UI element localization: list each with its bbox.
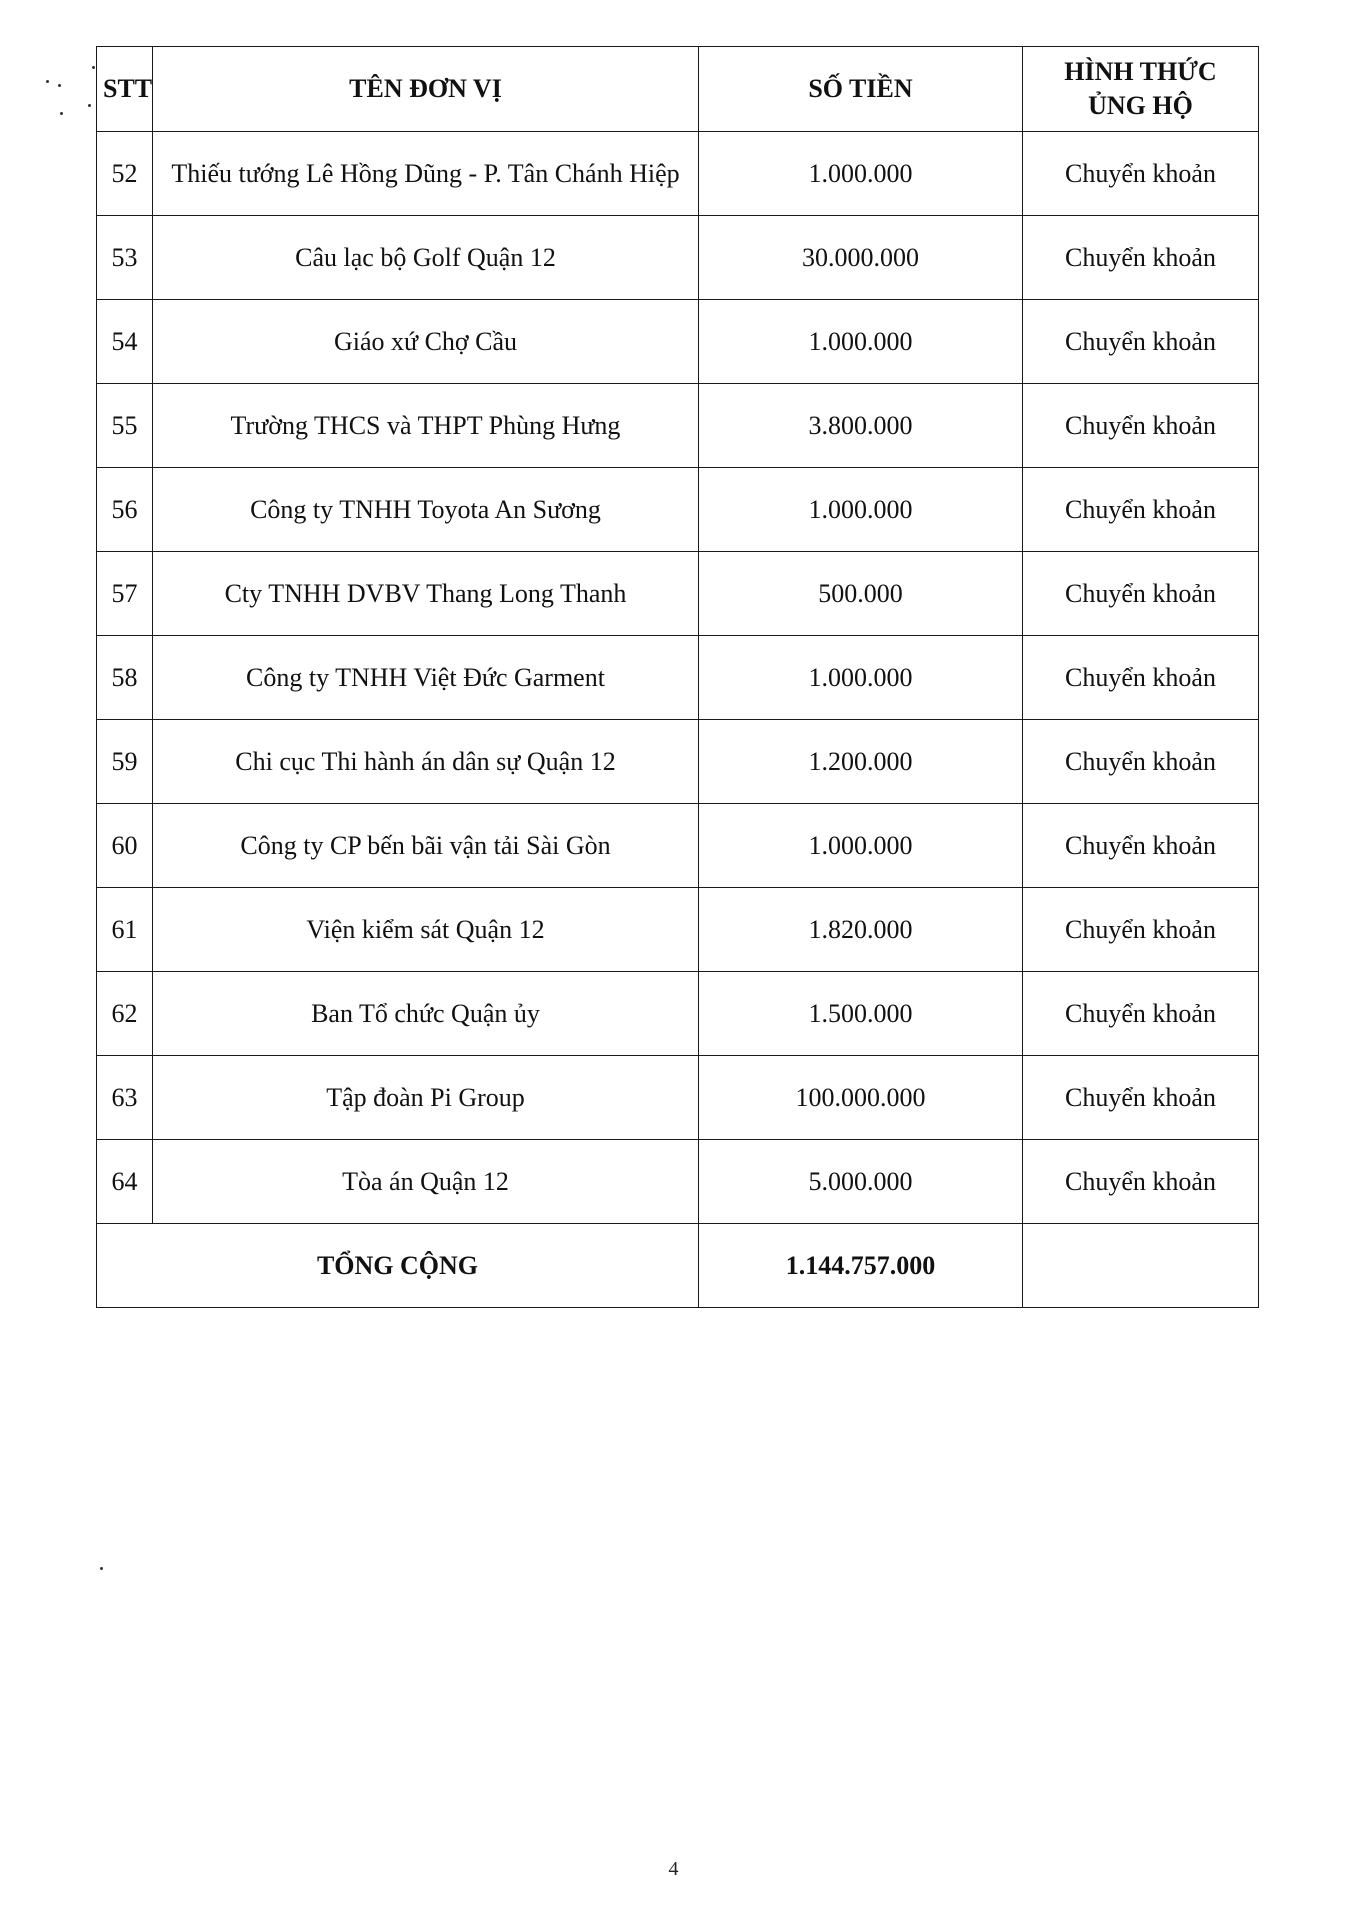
cell-method: Chuyển khoản xyxy=(1023,804,1259,888)
cell-method: Chuyển khoản xyxy=(1023,216,1259,300)
cell-method: Chuyển khoản xyxy=(1023,1056,1259,1140)
cell-stt: 63 xyxy=(97,1056,153,1140)
cell-amount: 1.000.000 xyxy=(699,300,1023,384)
cell-method: Chuyển khoản xyxy=(1023,300,1259,384)
cell-amount: 1.000.000 xyxy=(699,468,1023,552)
cell-stt: 61 xyxy=(97,888,153,972)
cell-stt: 58 xyxy=(97,636,153,720)
cell-name: Trường THCS và THPT Phùng Hưng xyxy=(153,384,699,468)
cell-method: Chuyển khoản xyxy=(1023,468,1259,552)
total-row xyxy=(97,1224,1259,1308)
cell-method: Chuyển khoản xyxy=(1023,1140,1259,1224)
cell-amount: 3.800.000 xyxy=(699,384,1023,468)
table-body xyxy=(97,132,1259,1224)
scan-speck xyxy=(92,66,95,69)
cell-stt: 60 xyxy=(97,804,153,888)
scan-speck xyxy=(46,80,49,83)
cell-method: Chuyển khoản xyxy=(1023,384,1259,468)
total-amount: 1.144.757.000 xyxy=(699,1224,1023,1308)
table-row xyxy=(97,804,1259,888)
cell-method: Chuyển khoản xyxy=(1023,972,1259,1056)
cell-name: Công ty CP bến bãi vận tải Sài Gòn xyxy=(153,804,699,888)
cell-name: Công ty TNHH Việt Đức Garment xyxy=(153,636,699,720)
total-label: TỔNG CỘNG xyxy=(97,1224,699,1308)
table-row xyxy=(97,300,1259,384)
cell-stt: 59 xyxy=(97,720,153,804)
scan-speck xyxy=(58,84,61,87)
cell-name: Giáo xứ Chợ Cầu xyxy=(153,300,699,384)
cell-amount: 100.000.000 xyxy=(699,1056,1023,1140)
table-row xyxy=(97,552,1259,636)
cell-stt: 64 xyxy=(97,1140,153,1224)
table-row xyxy=(97,216,1259,300)
table-row xyxy=(97,972,1259,1056)
scan-speck xyxy=(100,1567,103,1570)
cell-method: Chuyển khoản xyxy=(1023,888,1259,972)
cell-stt: 62 xyxy=(97,972,153,1056)
header-method xyxy=(1023,47,1259,132)
cell-method: Chuyển khoản xyxy=(1023,552,1259,636)
header-method-line2: ỦNG HỘ xyxy=(1088,91,1193,120)
table-row xyxy=(97,636,1259,720)
cell-stt: 54 xyxy=(97,300,153,384)
header-method-line1: HÌNH THỨC xyxy=(1064,57,1217,86)
cell-amount: 500.000 xyxy=(699,552,1023,636)
cell-amount: 1.820.000 xyxy=(699,888,1023,972)
donation-table xyxy=(96,46,1259,1308)
table-row xyxy=(97,132,1259,216)
page-number: 4 xyxy=(668,1858,679,1880)
table-row xyxy=(97,384,1259,468)
cell-name: Tòa án Quận 12 xyxy=(153,1140,699,1224)
header-stt: STT xyxy=(97,47,153,132)
scan-speck xyxy=(88,104,91,107)
cell-method: Chuyển khoản xyxy=(1023,720,1259,804)
table-row xyxy=(97,1056,1259,1140)
header-amount: SỐ TIỀN xyxy=(699,47,1023,132)
cell-amount: 1.200.000 xyxy=(699,720,1023,804)
total-method xyxy=(1023,1224,1259,1308)
cell-amount: 30.000.000 xyxy=(699,216,1023,300)
donation-table-container xyxy=(96,46,1258,1308)
cell-name: Ban Tổ chức Quận ủy xyxy=(153,972,699,1056)
cell-amount: 1.500.000 xyxy=(699,972,1023,1056)
cell-name: Câu lạc bộ Golf Quận 12 xyxy=(153,216,699,300)
table-row xyxy=(97,888,1259,972)
cell-amount: 5.000.000 xyxy=(699,1140,1023,1224)
cell-method: Chuyển khoản xyxy=(1023,132,1259,216)
table-row xyxy=(97,468,1259,552)
cell-amount: 1.000.000 xyxy=(699,636,1023,720)
table-row xyxy=(97,1140,1259,1224)
cell-stt: 57 xyxy=(97,552,153,636)
cell-stt: 53 xyxy=(97,216,153,300)
cell-stt: 56 xyxy=(97,468,153,552)
table-header xyxy=(97,47,1259,132)
table-footer xyxy=(97,1224,1259,1308)
cell-method: Chuyển khoản xyxy=(1023,636,1259,720)
table-row xyxy=(97,720,1259,804)
header-name: TÊN ĐƠN VỊ xyxy=(153,47,699,132)
cell-name: Cty TNHH DVBV Thang Long Thanh xyxy=(153,552,699,636)
cell-name: Viện kiểm sát Quận 12 xyxy=(153,888,699,972)
scan-speck xyxy=(60,112,63,115)
cell-amount: 1.000.000 xyxy=(699,804,1023,888)
cell-amount: 1.000.000 xyxy=(699,132,1023,216)
cell-name: Chi cục Thi hành án dân sự Quận 12 xyxy=(153,720,699,804)
cell-name: Công ty TNHH Toyota An Sương xyxy=(153,468,699,552)
cell-name: Thiếu tướng Lê Hồng Dũng - P. Tân Chánh Hiệp xyxy=(153,132,699,216)
cell-name: Tập đoàn Pi Group xyxy=(153,1056,699,1140)
cell-stt: 55 xyxy=(97,384,153,468)
header-row xyxy=(97,47,1259,132)
cell-stt: 52 xyxy=(97,132,153,216)
